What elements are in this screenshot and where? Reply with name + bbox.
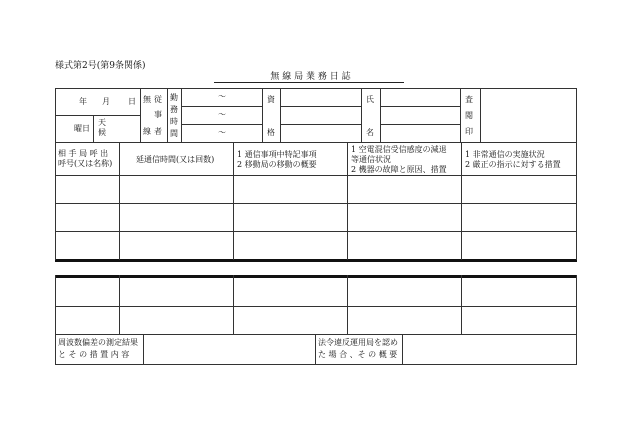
work-hours-field-3[interactable]	[182, 125, 262, 142]
qual-label-1: 資	[267, 95, 275, 104]
hours-tilde-3: 〜	[218, 128, 226, 137]
inspection-seal-field[interactable]	[481, 89, 576, 142]
break-line-upper	[55, 259, 577, 262]
frame-bottom	[55, 364, 577, 365]
inspection-label-3: 印	[465, 127, 473, 136]
hours-label-2: 務	[170, 105, 178, 114]
operator-label-2: 従	[154, 95, 162, 104]
col-header-notes-2: 2 移動局の移動の概要	[237, 160, 317, 169]
name-left-line	[361, 88, 362, 142]
col-header-callsign: 相 手 局 呼 出 呼号(又は名称)	[58, 149, 113, 168]
operator-label-1: 無	[143, 95, 151, 104]
log-row-3[interactable]	[56, 232, 576, 259]
violation-label-2: た 場 合 、そ の 概 要	[318, 350, 398, 359]
inspection-left-line	[460, 88, 461, 142]
col-header-interference-3: 2 機器の故障と原因、措置	[351, 165, 447, 174]
log-row-1[interactable]	[56, 176, 576, 203]
log-row-5[interactable]	[56, 307, 576, 334]
name-label-2: 名	[366, 128, 374, 137]
weekday-label: 曜日	[74, 124, 90, 133]
qual-left-line	[262, 88, 263, 142]
month-label: 月	[102, 97, 110, 106]
work-hours-field-2[interactable]	[182, 107, 262, 124]
freq-deviation-label-2: と そ の 措 置 内 容	[58, 350, 130, 359]
qual-label-2: 格	[267, 128, 275, 137]
frame-right-lower	[576, 275, 577, 364]
col-header-emergency-1: 1 非常通信の実施状況	[465, 150, 545, 159]
violation-label-1: 法令違反運用局を認め	[318, 338, 398, 347]
hours-tilde-1: 〜	[218, 92, 226, 101]
title-underline	[214, 82, 404, 83]
col-header-interference-1: 1 空電混信受信感度の減退	[351, 145, 447, 154]
col-header-notes-1: 1 通信事項中特記事項	[237, 150, 317, 159]
header-bottom-line	[55, 142, 577, 143]
hours-label-1: 勤	[170, 93, 178, 102]
weather-label-1: 天	[98, 118, 106, 127]
inspection-label-2: 閲	[465, 111, 473, 120]
weekday-weather-divider	[93, 115, 94, 142]
freq-deviation-field[interactable]	[144, 335, 315, 364]
footer-divider-2	[315, 334, 316, 364]
log-row-2[interactable]	[56, 204, 576, 231]
hours-label-4: 間	[170, 129, 178, 138]
frame-right-upper	[576, 88, 577, 260]
page-title: 無 線 局 業 務 日 誌	[270, 72, 351, 82]
freq-deviation-label-1: 周波数偏差の測定結果	[58, 338, 138, 347]
hours-label-3: 時	[170, 117, 178, 126]
col-header-duration: 延通信時間(又は回数)	[136, 155, 215, 164]
violation-field[interactable]	[403, 335, 576, 364]
day-label: 日	[128, 97, 136, 106]
date-weekday-divider	[55, 115, 140, 116]
col-header-emergency-2: 2 厳正の指示に対する措置	[465, 160, 561, 169]
year-label: 年	[79, 97, 87, 106]
operator-label-4: 線	[143, 127, 151, 136]
operator-name-field[interactable]	[381, 89, 460, 142]
col-header-interference-2: 等通信状況	[351, 155, 391, 164]
operator-label-5: 者	[154, 127, 162, 136]
log-row-4[interactable]	[56, 278, 576, 306]
hours-tilde-2: 〜	[218, 110, 226, 119]
operator-left-line	[140, 88, 141, 142]
qualification-field[interactable]	[281, 89, 361, 142]
operator-label-3: 事	[154, 110, 162, 119]
weather-label-2: 候	[98, 128, 106, 137]
inspection-label-1: 査	[465, 95, 473, 104]
name-label-1: 氏	[366, 95, 374, 104]
hours-left-line	[167, 88, 168, 142]
work-hours-field-1[interactable]	[182, 89, 262, 106]
form-id: 様式第2号(第9条関係)	[55, 61, 146, 71]
